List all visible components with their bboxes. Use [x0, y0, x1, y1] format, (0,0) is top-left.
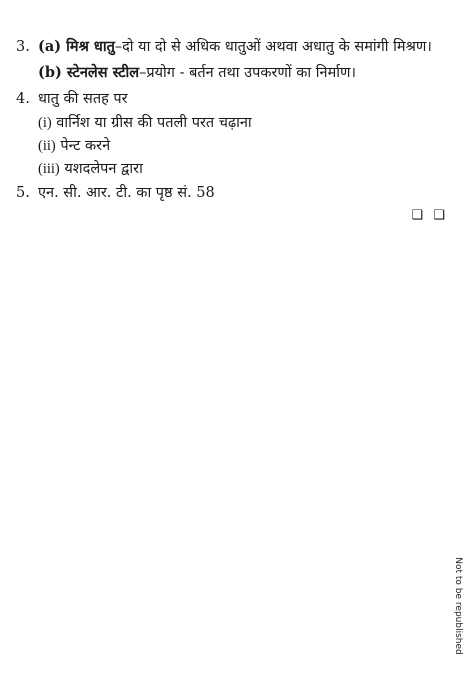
answer-3a-text: –दो या दो से अधिक धातुओं अथवा अधातु के समांगी मिश्रण।: [114, 39, 432, 55]
item-marker: (i): [38, 115, 52, 131]
answer-number: 4.: [16, 91, 30, 107]
item-marker: (ii): [38, 138, 56, 154]
answer-5-text-content: एन. सी. आर. टी. का पृष्ठ सं. 58: [38, 185, 215, 201]
answer-3a-label: (a) मिश्र धातु: [38, 38, 115, 55]
answer-4-item-3: [38, 160, 143, 178]
answer-4-heading-text: धातु की सतह पर: [38, 91, 128, 107]
answer-3b-label: (b) स्टेनलेस स्टील: [38, 64, 140, 81]
side-watermark-text: Not to be republished: [453, 557, 463, 655]
answer-3-number: [16, 38, 30, 56]
side-watermark: [448, 536, 468, 676]
item-text: यशदलेपन द्वारा: [64, 161, 143, 177]
item-marker: (iii): [38, 161, 60, 177]
answer-4-heading: [38, 90, 128, 108]
answer-5-number: [16, 184, 30, 202]
answer-3a-line: [38, 38, 432, 56]
answer-4-item-1: [38, 114, 252, 132]
answer-number: 5.: [16, 185, 30, 201]
answer-3b-text: –प्रयोग - बर्तन तथा उपकरणों का निर्माण।: [139, 65, 356, 81]
end-mark: ❑ ❑: [411, 208, 448, 223]
answer-5-text: [38, 184, 215, 202]
answer-4-item-2: [38, 137, 110, 155]
item-text: वार्निश या ग्रीस की पतली परत चढ़ाना: [56, 115, 252, 131]
answer-3b-line: [38, 64, 356, 82]
answer-number: 3.: [16, 39, 30, 55]
item-text: पेन्ट करने: [60, 138, 111, 154]
answer-4-number: [16, 90, 30, 108]
